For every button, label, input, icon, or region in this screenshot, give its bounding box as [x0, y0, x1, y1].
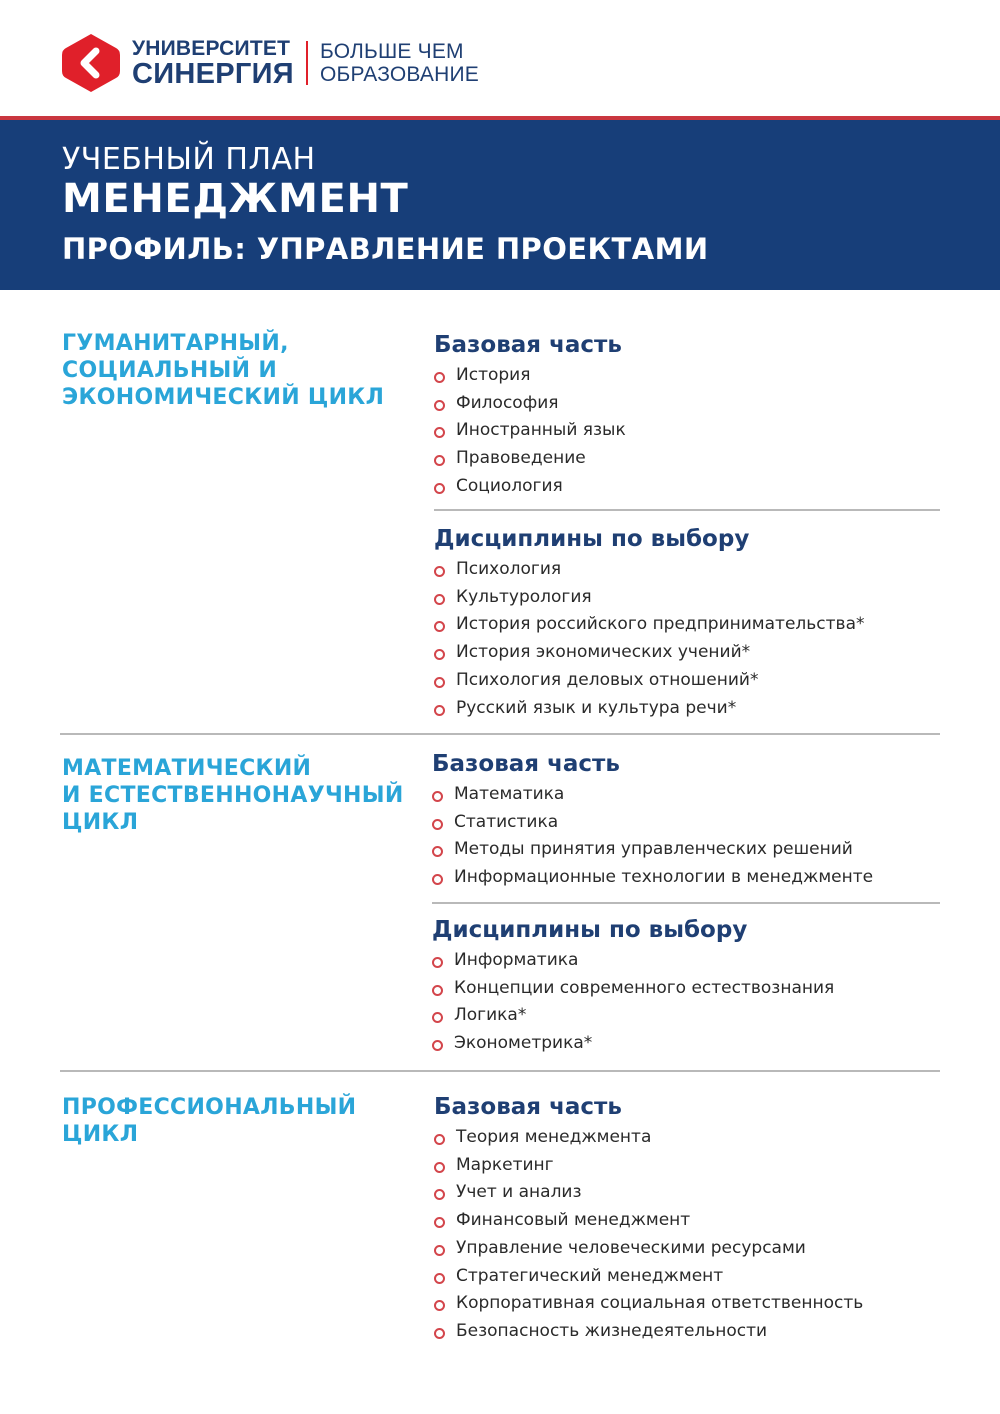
- course-name: Методы принятия управленческих решений: [454, 839, 853, 860]
- bullet-icon: [434, 705, 445, 716]
- course-item: [434, 1152, 863, 1180]
- course-name: Философия: [456, 392, 559, 413]
- course-name: Стратегический менеджмент: [456, 1265, 724, 1286]
- course-list: [434, 1124, 863, 1346]
- bullet-icon: [434, 1328, 445, 1339]
- course-list: [434, 362, 626, 501]
- cycle-title-line: МАТЕМАТИЧЕСКИЙ: [62, 756, 312, 781]
- bullet-icon: [432, 819, 443, 830]
- logo-divider: [306, 41, 308, 85]
- cycle-divider: [60, 1070, 940, 1072]
- bullet-icon: [434, 455, 445, 466]
- course-name: Психология деловых отношений*: [456, 669, 759, 690]
- cycle-title-line: ПРОФЕССИОНАЛЬНЫЙ: [62, 1095, 357, 1120]
- cycle-title: [62, 755, 404, 836]
- bullet-icon: [432, 957, 443, 968]
- course-name: Психология: [456, 559, 562, 579]
- course-item: [432, 809, 873, 837]
- title-banner: [0, 120, 1000, 290]
- course-name: Управление человеческими ресурсами: [456, 1237, 806, 1258]
- university-logo: [60, 32, 479, 94]
- group-divider: [434, 509, 940, 511]
- course-item: [434, 611, 864, 639]
- cycle-title-line: ЭКОНОМИЧЕСКИЙ ЦИКЛ: [62, 385, 385, 410]
- cycle-title-line: ЦИКЛ: [62, 810, 139, 835]
- course-item: [434, 362, 626, 390]
- group-divider: [432, 902, 940, 904]
- course-name: Учет и анализ: [456, 1182, 582, 1203]
- logo-slogan: [320, 40, 479, 86]
- slogan-line-2: ОБРАЗОВАНИЕ: [319, 63, 480, 86]
- bullet-icon: [434, 1245, 445, 1256]
- course-name: Правоведение: [456, 448, 586, 469]
- cycle-title-line: СОЦИАЛЬНЫЙ И: [62, 358, 278, 383]
- course-list: [432, 781, 873, 892]
- group-heading: Дисциплины по выбору: [434, 526, 750, 552]
- bullet-icon: [434, 677, 445, 688]
- bullet-icon: [434, 1189, 445, 1200]
- cycle-divider: [60, 733, 940, 735]
- course-list: [432, 947, 834, 1058]
- course-item: [434, 584, 864, 612]
- logo-line-1: УНИВЕРСИТЕТ: [132, 36, 291, 60]
- cycle-title: [62, 330, 384, 411]
- bullet-icon: [432, 985, 443, 996]
- course-item: [434, 1124, 863, 1152]
- course-item: [434, 695, 864, 723]
- course-item: [434, 667, 864, 695]
- bullet-icon: [434, 649, 445, 660]
- cycle-title-line: ГУМАНИТАРНЫЙ,: [62, 331, 289, 356]
- course-item: [434, 1263, 863, 1291]
- course-group: [434, 525, 864, 722]
- course-item: [432, 1030, 834, 1058]
- bullet-icon: [434, 1217, 445, 1228]
- course-name: Статистика: [454, 811, 559, 832]
- group-heading: Базовая часть: [434, 1094, 622, 1120]
- course-item: [434, 1179, 863, 1207]
- course-name: Эконометрика*: [454, 1033, 593, 1054]
- course-item: [434, 1318, 863, 1346]
- course-name: Культурология: [456, 586, 592, 607]
- course-name: История: [456, 365, 531, 385]
- course-item: [432, 947, 834, 975]
- course-group: [434, 331, 626, 501]
- course-item: [434, 1290, 863, 1318]
- synergy-logo-icon: [60, 32, 122, 94]
- course-item: [434, 390, 626, 418]
- course-name: Финансовый менеджмент: [456, 1210, 691, 1231]
- course-name: Русский язык и культура речи*: [456, 697, 737, 718]
- course-name: Информатика: [454, 950, 579, 970]
- bullet-icon: [434, 427, 445, 438]
- course-item: [432, 975, 834, 1003]
- course-name: История экономических учений*: [456, 642, 751, 663]
- program-title: МЕНЕДЖМЕНТ: [62, 176, 409, 222]
- slogan-line-1: БОЛЬШЕ ЧЕМ: [319, 40, 464, 63]
- course-item: [432, 864, 873, 892]
- course-name: Логика*: [454, 1005, 527, 1026]
- bullet-icon: [434, 1162, 445, 1173]
- course-item: [434, 639, 864, 667]
- bullet-icon: [432, 791, 443, 802]
- banner-label: УЧЕБНЫЙ ПЛАН: [62, 142, 316, 177]
- course-name: Социология: [456, 475, 563, 496]
- course-name: История российского предпринимательства*: [456, 614, 865, 635]
- group-heading: Дисциплины по выбору: [432, 917, 748, 943]
- course-item: [434, 445, 626, 473]
- bullet-icon: [434, 621, 445, 632]
- cycle-title-line: ЦИКЛ: [62, 1122, 139, 1147]
- course-name: Безопасность жизнедеятельности: [456, 1320, 768, 1341]
- course-item: [432, 836, 873, 864]
- profile-title: ПРОФИЛЬ: УПРАВЛЕНИЕ ПРОЕКТАМИ: [62, 232, 709, 266]
- course-item: [432, 781, 873, 809]
- bullet-icon: [432, 1012, 443, 1023]
- course-item: [434, 556, 864, 584]
- bullet-icon: [434, 400, 445, 411]
- course-name: Корпоративная социальная ответственность: [456, 1293, 864, 1314]
- course-item: [434, 417, 626, 445]
- course-name: Информационные технологии в менеджменте: [454, 867, 874, 888]
- bullet-icon: [434, 372, 445, 383]
- course-name: Маркетинг: [456, 1154, 554, 1175]
- bullet-icon: [434, 1300, 445, 1311]
- course-group: [432, 916, 834, 1058]
- course-group: [434, 1093, 863, 1346]
- bullet-icon: [432, 1040, 443, 1051]
- bullet-icon: [432, 874, 443, 885]
- course-name: Концепции современного естествознания: [454, 977, 835, 998]
- course-name: Иностранный язык: [456, 420, 626, 441]
- group-heading: Базовая часть: [434, 332, 622, 358]
- cycle-title-line: И ЕСТЕСТВЕННОНАУЧНЫЙ: [62, 783, 404, 808]
- cycle-title: [62, 1094, 356, 1148]
- group-heading: Базовая часть: [432, 751, 620, 777]
- course-item: [434, 1235, 863, 1263]
- logo-university-name: [132, 38, 294, 89]
- bullet-icon: [434, 1273, 445, 1284]
- bullet-icon: [432, 846, 443, 857]
- course-group: [432, 750, 873, 892]
- course-list: [434, 556, 864, 722]
- course-item: [434, 473, 626, 501]
- bullet-icon: [434, 594, 445, 605]
- course-name: Теория менеджмента: [456, 1127, 652, 1147]
- bullet-icon: [434, 566, 445, 577]
- course-name: Математика: [454, 784, 565, 804]
- bullet-icon: [434, 1134, 445, 1145]
- bullet-icon: [434, 483, 445, 494]
- course-item: [434, 1207, 863, 1235]
- logo-line-2: СИНЕРГИЯ: [132, 57, 294, 90]
- course-item: [432, 1002, 834, 1030]
